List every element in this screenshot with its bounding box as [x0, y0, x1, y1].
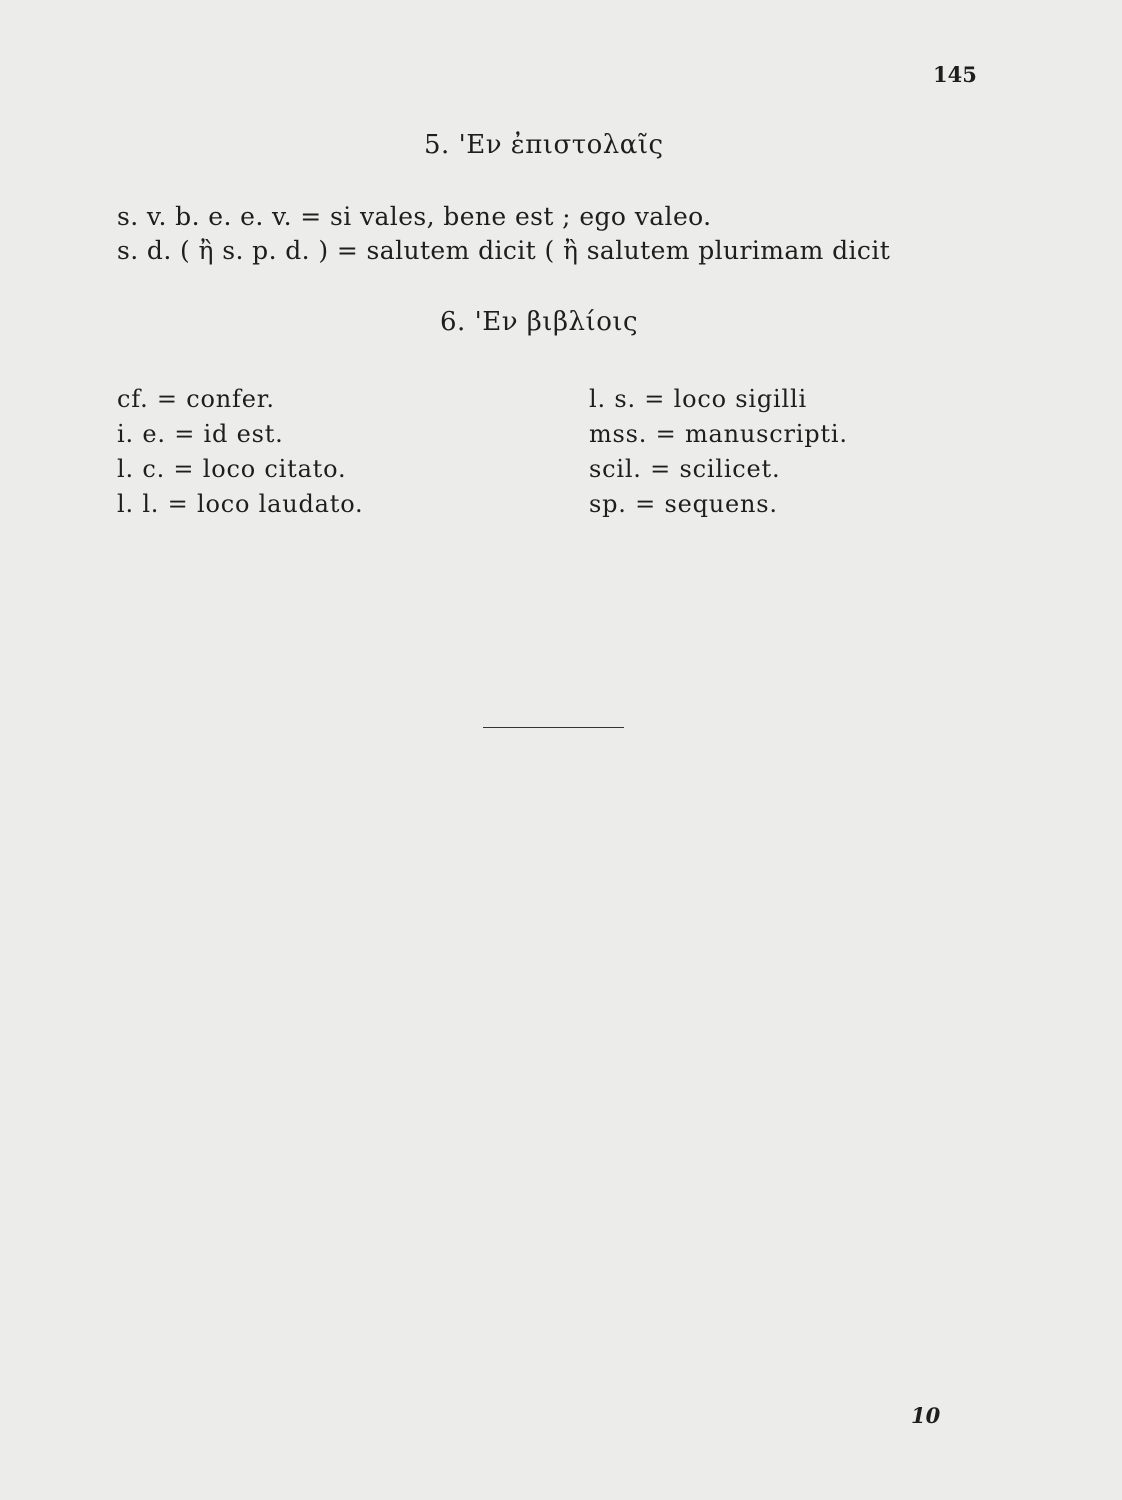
section-heading-letters: 5. 'Εν ἐπιστολαῖς — [424, 130, 664, 160]
abbreviation-entry: l. c. = loco citato. — [117, 455, 347, 483]
section-divider-rule — [483, 727, 624, 728]
abbreviation-line: s. d. ( ἢ s. p. d. ) = salutem dicit ( ἢ salutem plurimam dicit — [117, 236, 891, 265]
abbreviation-column-right — [589, 382, 848, 522]
signature-mark: 10 — [911, 1403, 941, 1428]
abbreviation-column-left — [117, 382, 363, 522]
abbreviation-entry: l. s. = loco sigilli — [589, 385, 807, 413]
abbreviation-entry: cf. = confer. — [117, 385, 275, 413]
abbreviation-entry: i. e. = id est. — [117, 420, 284, 448]
abbreviation-line: s. v. b. e. e. v. = si vales, bene est ; ego valeo. — [117, 202, 712, 231]
abbreviation-entry: sp. = sequens. — [589, 490, 778, 518]
section-heading-books: 6. 'Εν βιβλίοις — [440, 307, 639, 337]
abbreviation-entry: mss. = manuscripti. — [589, 420, 848, 448]
page-number: 145 — [933, 62, 977, 87]
abbreviation-entry: scil. = scilicet. — [589, 455, 781, 483]
abbreviation-entry: l. l. = loco laudato. — [117, 490, 364, 518]
